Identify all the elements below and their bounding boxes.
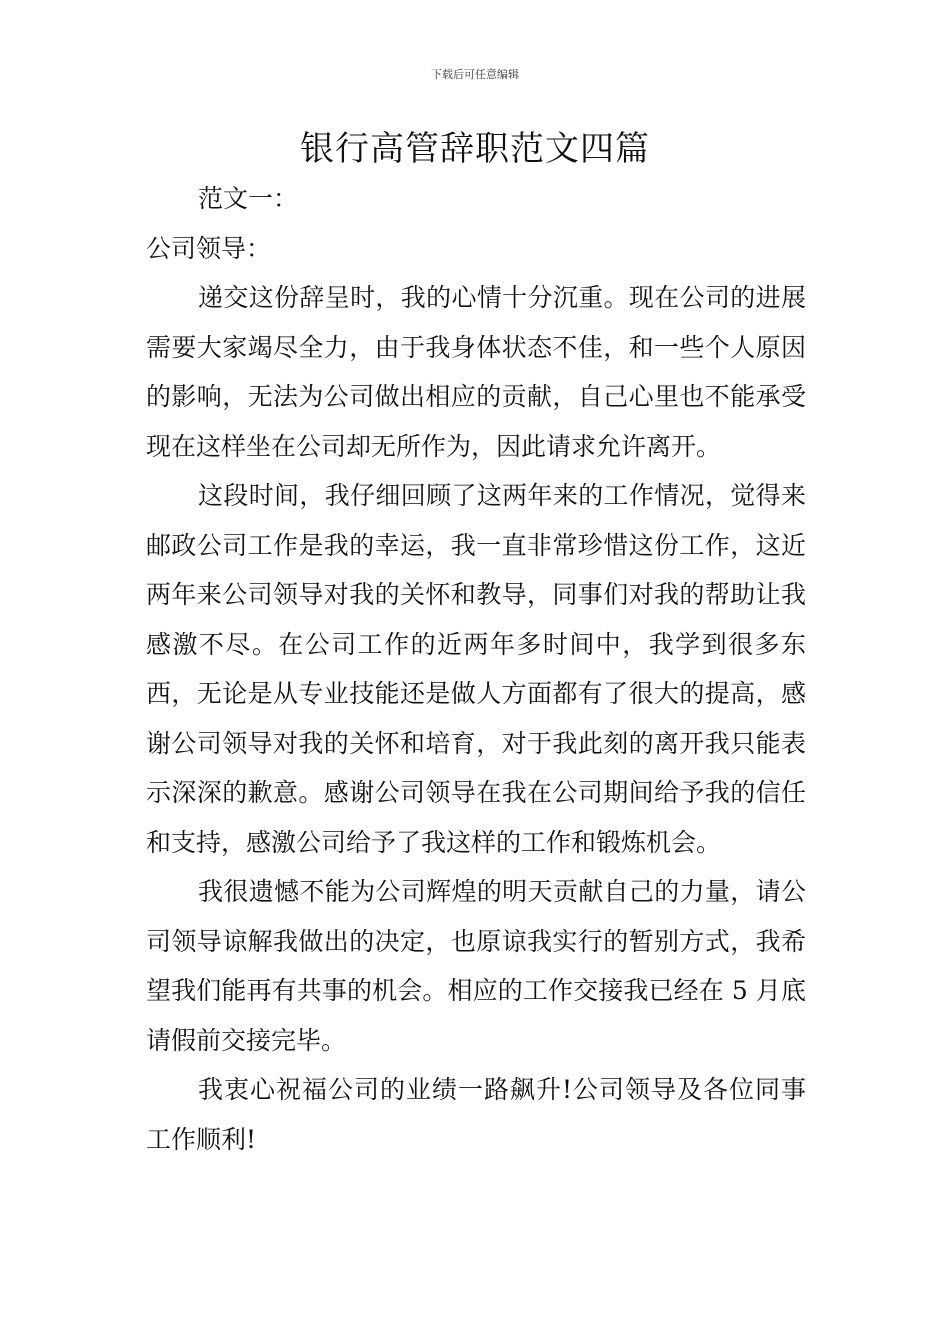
section-label: 范文一：	[198, 184, 299, 213]
document-body	[146, 174, 806, 1164]
paragraph-4: 我衷心祝福公司的业绩一路飙升!公司领导及各位同事工作顺利!	[146, 1075, 806, 1154]
paragraph-3: 我很遗憾不能为公司辉煌的明天贡献自己的力量，请公司领导谅解我做出的决定，也原谅我实行的暂别方式，我希望我们能再有共事的机会。相应的工作交接我已经在 5 月底请假前交接完毕。	[146, 877, 806, 1055]
document-title: 银行高管辞职范文四篇	[300, 129, 650, 169]
paragraph-2: 这段时间，我仔细回顾了这两年来的工作情况，觉得来邮政公司工作是我的幸运，我一直非常珍惜这份工作，这近两年来公司领导对我的关怀和教导，同事们对我的帮助让我感激不尽。在公司工作的近两年多时间中，我学到很多东西，无论是从专业技能还是做人方面都有了很大的提高，感谢公司领导对我的关怀和培育，对于我此刻的离开我只能表示深深的歉意。感谢公司领导在我在公司期间给予我的信任和支持，感激公司给予了我这样的工作和锻炼机会。	[146, 481, 806, 857]
header-note: 下载后可任意编辑	[431, 68, 519, 81]
paragraph-1: 递交这份辞呈时，我的心情十分沉重。现在公司的进展需要大家竭尽全力，由于我身体状态不佳，和一些个人原因的影响，无法为公司做出相应的贡献，自己心里也不能承受现在这样坐在公司却无所作为，因此请求允许离开。	[146, 283, 806, 461]
salutation: 公司领导：	[146, 233, 272, 263]
